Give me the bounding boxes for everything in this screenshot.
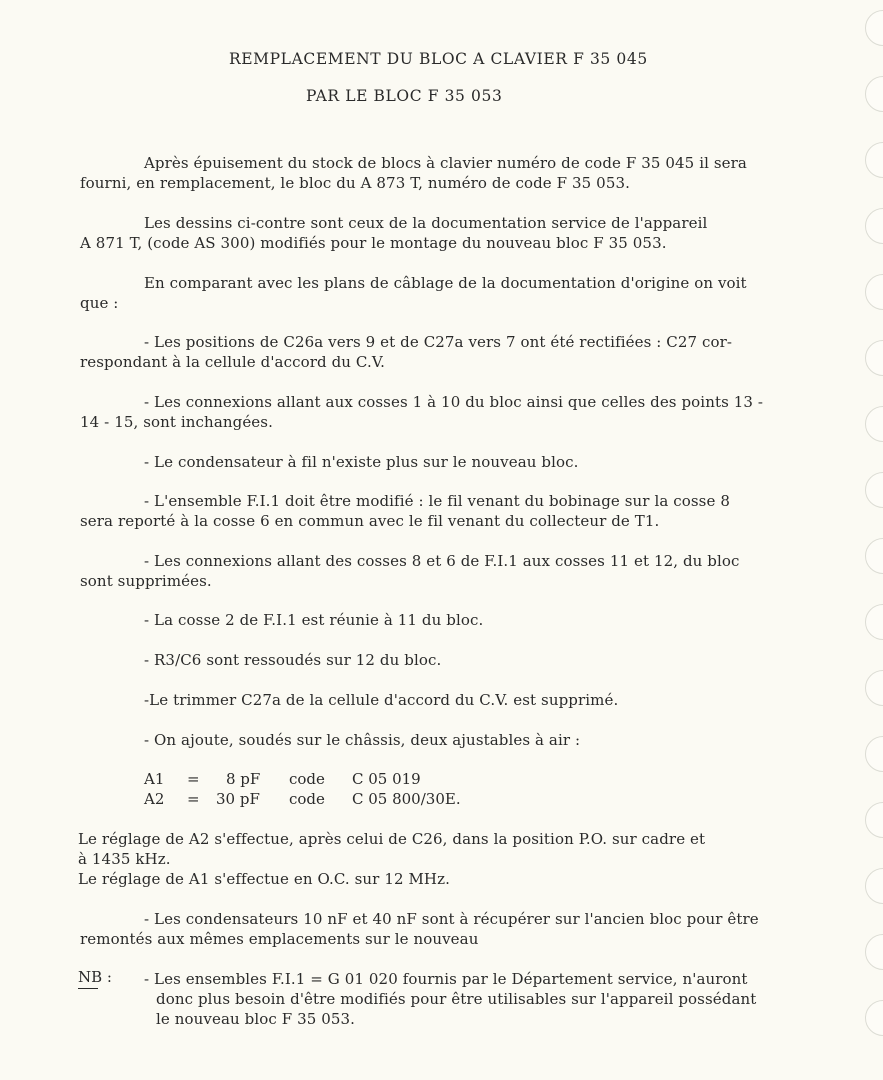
bullet-4-line-1: - L'ensemble F.I.1 doit être modifié : le fil venant du bobinage sur la cosse 8: [144, 492, 730, 510]
bullet-6: - La cosse 2 de F.I.1 est réunie à 11 du bloc.: [144, 611, 484, 629]
binder-hole: [865, 76, 883, 112]
bullet-3: - Le condensateur à fil n'existe plus sur le nouveau bloc.: [144, 453, 579, 471]
adjustable-code: C 05 019: [352, 770, 421, 788]
paragraph-2-line-1: Les dessins ci-contre sont ceux de la documentation service de l'appareil: [144, 214, 708, 232]
adjustable-value: 30 pF: [216, 790, 260, 808]
bullet-4-line-2: sera reporté à la cosse 6 en commun avec le fil venant du collecteur de T1.: [80, 512, 660, 530]
binder-hole: [865, 1000, 883, 1036]
binder-hole: [865, 868, 883, 904]
condensateurs-line-2: remontés aux mêmes emplacements sur le nouveau: [80, 930, 479, 948]
adjustable-name: A1: [144, 770, 165, 788]
nb-line-2: donc plus besoin d'être modifiés pour être utilisables sur l'appareil possédant: [156, 990, 757, 1008]
bullet-9: - On ajoute, soudés sur le châssis, deux ajustables à air :: [144, 731, 581, 749]
binder-hole: [865, 670, 883, 706]
title-line-1: REMPLACEMENT DU BLOC A CLAVIER F 35 045: [229, 50, 648, 68]
condensateurs-line-1: - Les condensateurs 10 nF et 40 nF sont à récupérer sur l'ancien bloc pour être: [144, 910, 759, 928]
binder-hole: [865, 10, 883, 46]
paragraph-1-line-2: fourni, en remplacement, le bloc du A 873 T, numéro de code F 35 053.: [80, 174, 630, 192]
adjustable-code-label: code: [289, 790, 325, 808]
paragraph-3-line-2: que :: [80, 294, 119, 312]
binder-hole: [865, 274, 883, 310]
nb-line-3: le nouveau bloc F 35 053.: [156, 1010, 356, 1028]
reglage-2: Le réglage de A1 s'effectue en O.C. sur 12 MHz.: [78, 870, 450, 888]
bullet-7: - R3/C6 sont ressoudés sur 12 du bloc.: [144, 651, 442, 669]
binder-hole: [865, 934, 883, 970]
paragraph-3-line-1: En comparant avec les plans de câblage de la documentation d'origine on voit: [144, 274, 747, 292]
adjustable-value: 8 pF: [226, 770, 261, 788]
adjustable-code-label: code: [289, 770, 325, 788]
paragraph-1-line-1: Après épuisement du stock de blocs à clavier numéro de code F 35 045 il sera: [144, 154, 747, 172]
paragraph-2-line-2: A 871 T, (code AS 300) modifiés pour le montage du nouveau bloc F 35 053.: [80, 234, 667, 252]
binder-hole: [865, 142, 883, 178]
bullet-1-line-2: respondant à la cellule d'accord du C.V.: [80, 353, 385, 371]
reglage-1-line-1: Le réglage de A2 s'effectue, après celui de C26, dans la position P.O. sur cadre et: [78, 830, 706, 848]
binder-hole: [865, 736, 883, 772]
adjustable-code: C 05 800/30E.: [352, 790, 461, 808]
binder-hole: [865, 472, 883, 508]
nb-label: NB :: [78, 968, 112, 986]
binder-hole: [865, 538, 883, 574]
reglage-1-line-2: à 1435 kHz.: [78, 850, 171, 868]
bullet-2-line-2: 14 - 15, sont inchangées.: [80, 413, 273, 431]
bullet-8: -Le trimmer C27a de la cellule d'accord du C.V. est supprimé.: [144, 691, 619, 709]
nb-line-1: - Les ensembles F.I.1 = G 01 020 fournis par le Département service, n'auront: [144, 970, 748, 988]
binder-hole: [865, 340, 883, 376]
binder-hole: [865, 208, 883, 244]
bullet-5-line-1: - Les connexions allant des cosses 8 et 6 de F.I.1 aux cosses 11 et 12, du bloc: [144, 552, 740, 570]
adjustable-eq: =: [187, 770, 200, 788]
nb-underline: [78, 988, 98, 989]
adjustable-eq: =: [187, 790, 200, 808]
bullet-5-line-2: sont supprimées.: [80, 572, 212, 590]
adjustable-name: A2: [144, 790, 165, 808]
binder-hole: [865, 802, 883, 838]
binder-hole: [865, 406, 883, 442]
bullet-2-line-1: - Les connexions allant aux cosses 1 à 10 du bloc ainsi que celles des points 13 -: [144, 393, 764, 411]
binder-hole: [865, 604, 883, 640]
title-line-2: PAR LE BLOC F 35 053: [306, 87, 503, 105]
bullet-1-line-1: - Les positions de C26a vers 9 et de C27a vers 7 ont été rectifiées : C27 cor-: [144, 333, 733, 351]
